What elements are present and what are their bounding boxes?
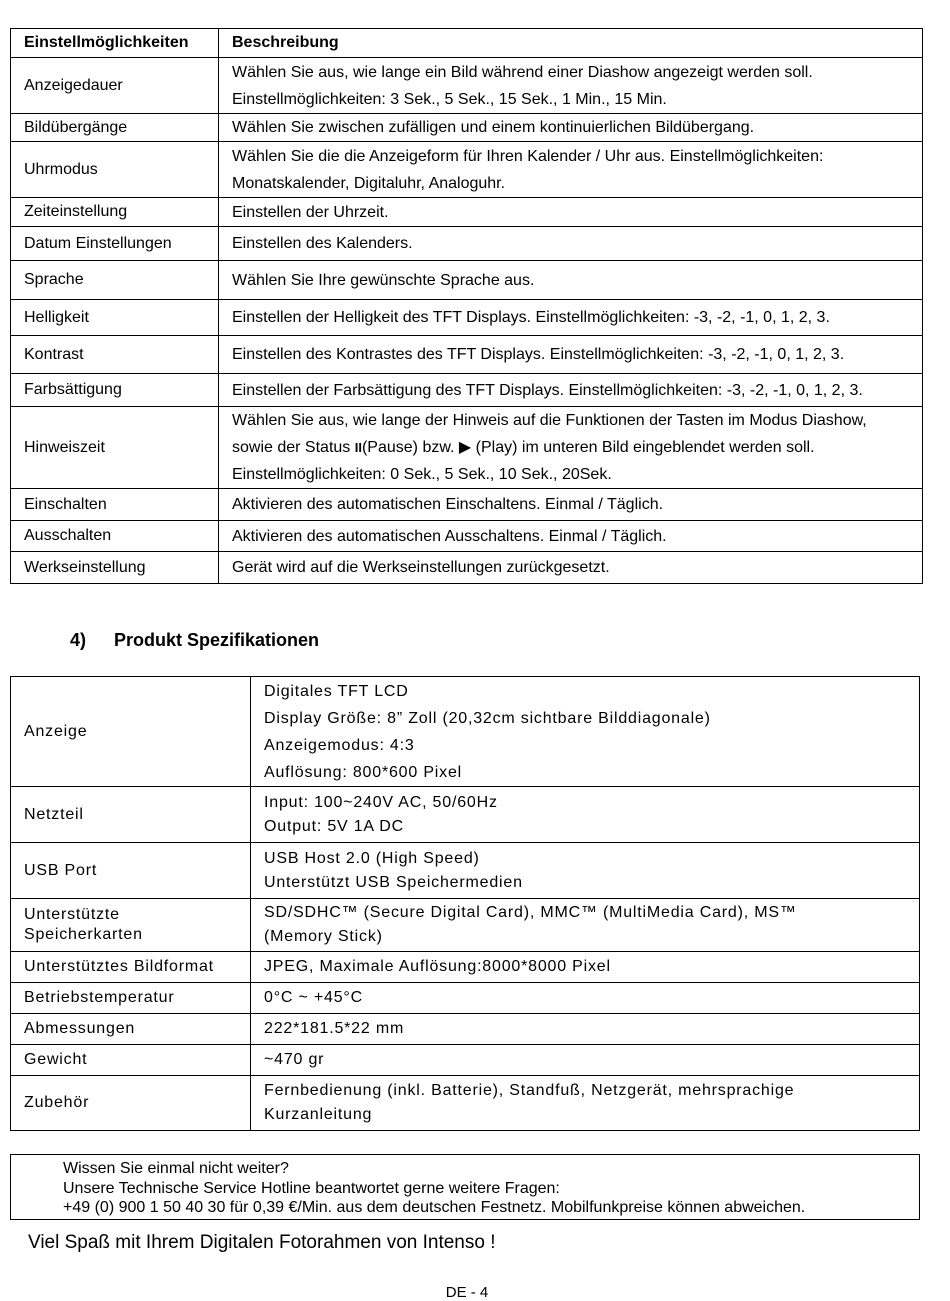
table-row — [11, 843, 920, 899]
spec-name-line: Unterstützte — [24, 906, 120, 923]
setting-description: Einstellen der Farbsättigung des TFT Displays. Einstellmöglichkeiten: -3, -2, -1, 0, 1, 2, 3. — [219, 374, 923, 407]
spec-line: Display Größe: 8” Zoll (20,32cm sichtbare Bilddiagonale) — [264, 709, 711, 727]
setting-description — [219, 142, 923, 198]
spec-line: (Memory Stick) — [264, 928, 383, 945]
spec-value: JPEG, Maximale Auflösung:8000*8000 Pixel — [251, 952, 920, 983]
setting-name: Datum Einstellungen — [11, 227, 219, 261]
spec-line: Digitales TFT LCD — [264, 682, 409, 700]
column-header: Einstellmöglichkeiten — [11, 29, 219, 58]
table-row — [11, 1014, 920, 1045]
description-text: sowie der Status — [232, 439, 355, 456]
description-text: (Play) im unteren Bild eingeblendet werden soll. — [471, 439, 815, 456]
page-number: DE - 4 — [445, 1284, 489, 1301]
spec-name: Netzteil — [11, 787, 251, 843]
spec-line: Unterstützt USB Speichermedien — [264, 873, 523, 891]
hotline-line: +49 (0) 900 1 50 40 30 für 0,39 €/Min. aus dem deutschen Festnetz. Mobilfunkpreise können abweichen. — [63, 1199, 806, 1216]
spec-value — [251, 843, 920, 899]
spec-name: USB Port — [11, 843, 251, 899]
description-line: Einstellmöglichkeiten: 3 Sek., 5 Sek., 15 Sek., 1 Min., 15 Min. — [232, 90, 667, 108]
setting-name: Kontrast — [11, 336, 219, 374]
hotline-notice — [10, 1154, 920, 1220]
spec-value — [251, 787, 920, 843]
setting-name: Sprache — [11, 261, 219, 300]
spec-line: Kurzanleitung — [264, 1106, 373, 1123]
table-row — [11, 787, 920, 843]
closing-message: Viel Spaß mit Ihrem Digitalen Fotorahmen von Intenso ! — [28, 1232, 496, 1253]
setting-description: Einstellen der Helligkeit des TFT Displays. Einstellmöglichkeiten: -3, -2, -1, 0, 1, 2, 3. — [219, 300, 923, 336]
setting-name: Zeiteinstellung — [11, 198, 219, 227]
spec-name: Anzeige — [11, 677, 251, 787]
column-header: Beschreibung — [219, 29, 923, 58]
setting-name: Helligkeit — [11, 300, 219, 336]
spec-name-line: Speicherkarten — [24, 926, 143, 943]
spec-line: Output: 5V 1A DC — [264, 817, 404, 835]
setting-name: Einschalten — [11, 489, 219, 521]
pause-icon: II — [354, 440, 362, 455]
table-header-row — [11, 29, 923, 58]
table-row — [11, 227, 923, 261]
table-row — [11, 336, 923, 374]
setting-description: Einstellen der Uhrzeit. — [219, 198, 923, 227]
spec-value: 0°C ~ +45°C — [251, 983, 920, 1014]
setting-name: Bildübergänge — [11, 114, 219, 142]
section-number: 4) — [70, 630, 87, 650]
spec-line: USB Host 2.0 (High Speed) — [264, 849, 480, 867]
table-row — [11, 552, 923, 584]
table-row — [11, 1045, 920, 1076]
hotline-text — [63, 1159, 805, 1218]
table-row — [11, 300, 923, 336]
setting-description — [219, 407, 923, 489]
description-line — [232, 434, 916, 461]
table-row — [11, 198, 923, 227]
spec-name: Betriebstemperatur — [11, 983, 251, 1014]
spec-value — [251, 1076, 920, 1131]
table-row — [11, 261, 923, 300]
spec-name: Zubehör — [11, 1076, 251, 1131]
table-row — [11, 58, 923, 114]
section-heading — [70, 630, 319, 651]
description-line: Wählen Sie aus, wie lange der Hinweis auf die Funktionen der Tasten im Modus Diashow, — [232, 412, 867, 429]
description-line: Wählen Sie die die Anzeigeform für Ihren Kalender / Uhr aus. Einstellmöglichkeiten: — [232, 147, 824, 165]
description-line: Monatskalender, Digitaluhr, Analoguhr. — [232, 174, 506, 192]
table-row — [11, 899, 920, 952]
setting-name: Farbsättigung — [11, 374, 219, 407]
hotline-line: Wissen Sie einmal nicht weiter? — [63, 1160, 289, 1177]
spec-line: SD/SDHC™ (Secure Digital Card), MMC™ (MultiMedia Card), MS™ — [264, 904, 797, 921]
spec-line: Fernbedienung (inkl. Batterie), Standfuß, Netzgerät, mehrsprachige — [264, 1082, 795, 1099]
spec-line: Input: 100~240V AC, 50/60Hz — [264, 793, 498, 811]
setting-description: Einstellen des Kontrastes des TFT Displays. Einstellmöglichkeiten: -3, -2, -1, 0, 1, 2, 3. — [219, 336, 923, 374]
table-row — [11, 407, 923, 489]
setting-description: Wählen Sie Ihre gewünschte Sprache aus. — [219, 261, 923, 300]
setting-name: Hinweiszeit — [11, 407, 219, 489]
table-row — [11, 952, 920, 983]
setting-name: Uhrmodus — [11, 142, 219, 198]
spec-line: Auflösung: 800*600 Pixel — [264, 763, 462, 781]
table-row — [11, 142, 923, 198]
table-row — [11, 489, 923, 521]
setting-description: Wählen Sie zwischen zufälligen und einem kontinuierlichen Bildübergang. — [219, 114, 923, 142]
setting-description — [219, 58, 923, 114]
spec-name — [11, 899, 251, 952]
spec-line: Anzeigemodus: 4:3 — [264, 736, 415, 754]
setting-name: Anzeigedauer — [11, 58, 219, 114]
setting-description: Aktivieren des automatischen Ausschaltens. Einmal / Täglich. — [219, 521, 923, 552]
spec-value — [251, 899, 920, 952]
table-row — [11, 983, 920, 1014]
spec-name: Unterstütztes Bildformat — [11, 952, 251, 983]
hotline-line: Unsere Technische Service Hotline beantwortet gerne weitere Fragen: — [63, 1179, 560, 1197]
table-row — [11, 1076, 920, 1131]
setting-description: Einstellen des Kalenders. — [219, 227, 923, 261]
spec-name: Abmessungen — [11, 1014, 251, 1045]
section-title: Produkt Spezifikationen — [114, 630, 320, 650]
setting-description: Gerät wird auf die Werkseinstellungen zurückgesetzt. — [219, 552, 923, 584]
specs-table — [10, 676, 920, 1131]
description-line: Einstellmöglichkeiten: 0 Sek., 5 Sek., 10 Sek., 20Sek. — [232, 466, 612, 483]
table-row — [11, 374, 923, 407]
play-icon: ▶ — [458, 439, 472, 456]
table-row — [11, 114, 923, 142]
setting-name: Ausschalten — [11, 521, 219, 552]
spec-value: ~470 gr — [251, 1045, 920, 1076]
settings-table — [10, 28, 923, 584]
spec-value: 222*181.5*22 mm — [251, 1014, 920, 1045]
spec-value — [251, 677, 920, 787]
table-row — [11, 677, 920, 787]
setting-name: Werkseinstellung — [11, 552, 219, 584]
description-text: (Pause) bzw. — [361, 439, 459, 456]
spec-name: Gewicht — [11, 1045, 251, 1076]
setting-description: Aktivieren des automatischen Einschaltens. Einmal / Täglich. — [219, 489, 923, 521]
table-row — [11, 521, 923, 552]
description-line: Wählen Sie aus, wie lange ein Bild während einer Diashow angezeigt werden soll. — [232, 63, 813, 81]
